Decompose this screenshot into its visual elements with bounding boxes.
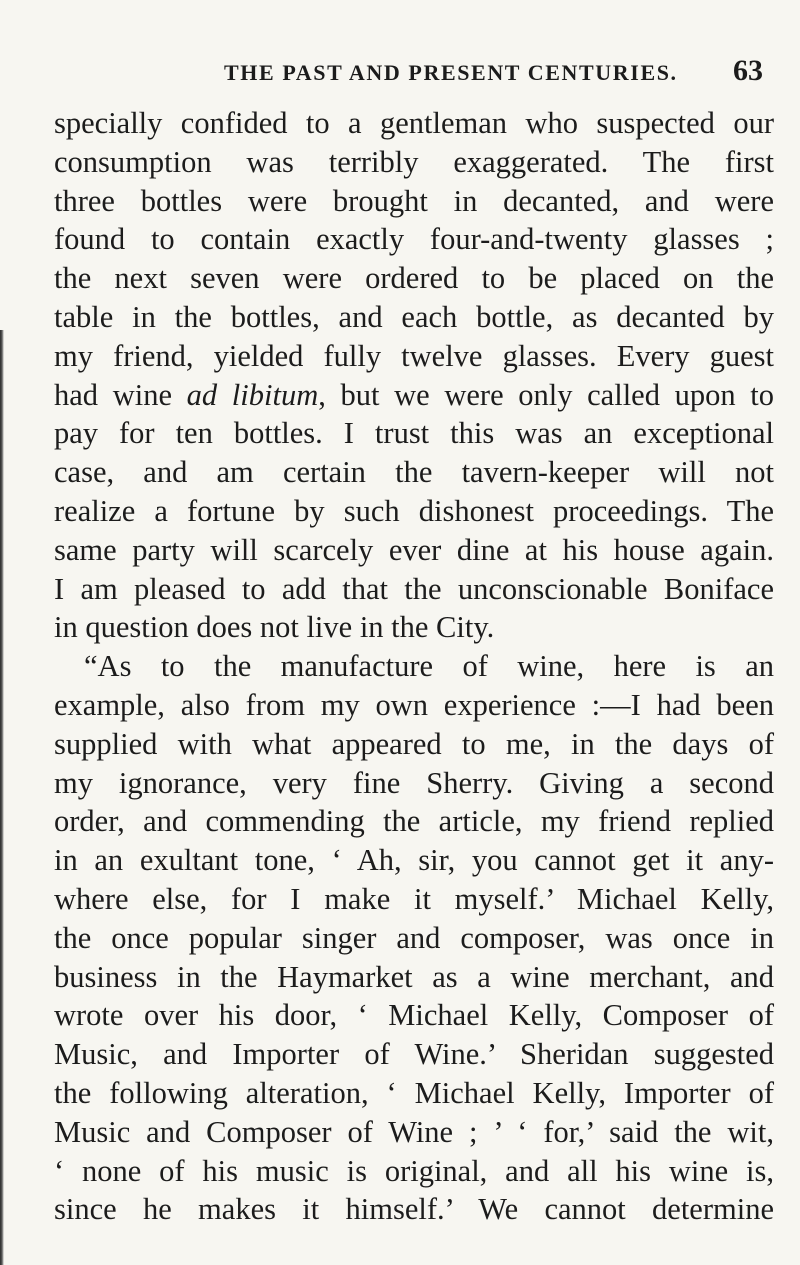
text-line: the once popular singer and composer, was once in bbox=[54, 920, 774, 955]
text-line: in an exultant tone, ‘ Ah, sir, you cannot get it any- bbox=[54, 843, 774, 878]
text-line: my friend, yielded fully twelve glasses. Every guest bbox=[54, 338, 774, 373]
body-text bbox=[54, 104, 774, 1229]
text-line: supplied with what appeared to me, in the days of bbox=[54, 726, 774, 761]
text-line: pay for ten bottles. I trust this was an exceptional bbox=[54, 416, 774, 451]
text-line: in question does not live in the City. bbox=[54, 610, 495, 645]
text-line: case, and am certain the tavern-keeper will not bbox=[54, 455, 774, 490]
text-line: where else, for I make it myself.’ Michael Kelly, bbox=[54, 881, 774, 916]
italic-phrase: ad libitum bbox=[186, 377, 319, 412]
text-line: had wine ad libitum, but we were only called upon to bbox=[54, 377, 774, 412]
text-line: wrote over his door, ‘ Michael Kelly, Composer of bbox=[54, 998, 774, 1033]
page-header bbox=[0, 54, 800, 94]
text-line: example, also from my own experience :—I had been bbox=[54, 687, 774, 722]
text-line: “As to the manufacture of wine, here is an bbox=[84, 649, 774, 684]
text-line: Music, and Importer of Wine.’ Sheridan suggested bbox=[54, 1037, 774, 1072]
text-line: ‘ none of his music is original, and all his wine is, bbox=[54, 1153, 774, 1188]
text-line: order, and commending the article, my friend replied bbox=[54, 804, 774, 839]
text-line: same party will scarcely ever dine at his house again. bbox=[54, 532, 774, 567]
text-line: consumption was terribly exaggerated. The first bbox=[54, 144, 774, 179]
running-head: THE PAST AND PRESENT CENTURIES. bbox=[224, 60, 678, 85]
text-line: my ignorance, very fine Sherry. Giving a second bbox=[54, 765, 774, 800]
text-line: realize a fortune by such dishonest proceedings. The bbox=[54, 493, 774, 528]
page-number: 63 bbox=[733, 54, 763, 87]
text-line: specially confided to a gentleman who suspected our bbox=[54, 106, 774, 140]
text-line: the following alteration, ‘ Michael Kelly, Importer of bbox=[54, 1075, 774, 1110]
text-line: the next seven were ordered to be placed on the bbox=[54, 261, 774, 296]
text-line: Music and Composer of Wine ; ’ ‘ for,’ said the wit, bbox=[54, 1114, 774, 1149]
text-line: since he makes it himself.’ We cannot determine bbox=[54, 1192, 774, 1227]
text-line: three bottles were brought in decanted, and were bbox=[54, 183, 774, 218]
text-line: found to contain exactly four-and-twenty glasses ; bbox=[54, 222, 774, 257]
text-line: business in the Haymarket as a wine merchant, and bbox=[54, 959, 774, 994]
text-line: table in the bottles, and each bottle, as decanted by bbox=[54, 299, 774, 334]
page-edge-shadow bbox=[0, 330, 4, 1265]
text-line: I am pleased to add that the unconscionable Boniface bbox=[54, 571, 774, 606]
